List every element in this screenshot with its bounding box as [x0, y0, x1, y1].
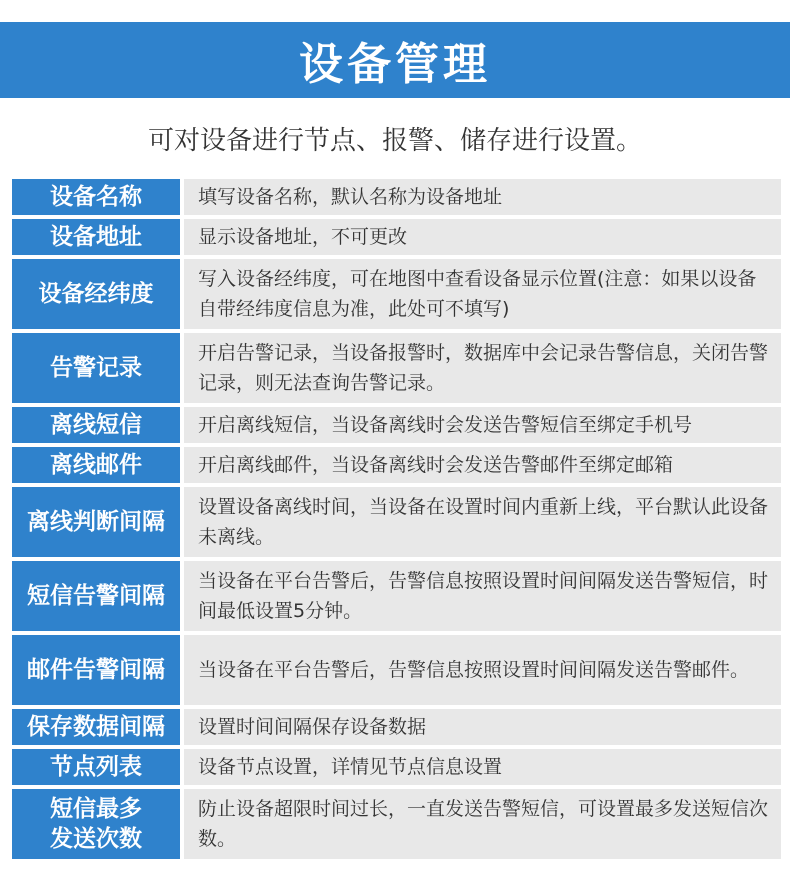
row-description: 设置设备离线时间，当设备在设置时间内重新上线，平台默认此设备未离线。	[184, 487, 781, 557]
row-label: 设备经纬度	[12, 259, 180, 329]
row-description: 当设备在平台告警后，告警信息按照设置时间间隔发送告警邮件。	[184, 635, 781, 705]
row-description: 显示设备地址，不可更改	[184, 219, 781, 255]
page-title: 设备管理	[299, 39, 491, 90]
row-label: 邮件告警间隔	[12, 635, 180, 705]
row-description: 设置时间间隔保存设备数据	[184, 709, 781, 745]
header-banner	[0, 22, 790, 98]
row-description: 设备节点设置，详情见节点信息设置	[184, 749, 781, 785]
row-label	[12, 789, 180, 859]
table-row	[12, 789, 781, 859]
row-label-line: 发送次数	[50, 826, 142, 852]
table-row	[12, 561, 781, 631]
table-row	[12, 259, 781, 329]
table-row	[12, 219, 781, 255]
row-label: 设备地址	[12, 219, 180, 255]
table-row	[12, 709, 781, 745]
row-label: 离线判断间隔	[12, 487, 180, 557]
settings-table	[12, 179, 781, 863]
table-row	[12, 447, 781, 483]
table-row	[12, 749, 781, 785]
row-description: 当设备在平台告警后，告警信息按照设置时间间隔发送告警短信，时间最低设置5分钟。	[184, 561, 781, 631]
table-row	[12, 179, 781, 215]
table-row	[12, 333, 781, 403]
row-description: 防止设备超限时间过长，一直发送告警短信，可设置最多发送短信次数。	[184, 789, 781, 859]
row-description: 开启离线短信，当设备离线时会发送告警短信至绑定手机号	[184, 407, 781, 443]
row-label: 节点列表	[12, 749, 180, 785]
table-row	[12, 407, 781, 443]
row-label: 保存数据间隔	[12, 709, 180, 745]
row-label: 告警记录	[12, 333, 180, 403]
table-row	[12, 635, 781, 705]
row-description: 写入设备经纬度，可在地图中查看设备显示位置(注意：如果以设备自带经纬度信息为准，此处可不填写)	[184, 259, 781, 329]
row-label: 短信告警间隔	[12, 561, 180, 631]
page-subtitle: 可对设备进行节点、报警、储存进行设置。	[147, 126, 642, 156]
row-description: 开启告警记录，当设备报警时，数据库中会记录告警信息，关闭告警记录，则无法查询告警记录。	[184, 333, 781, 403]
row-description: 开启离线邮件，当设备离线时会发送告警邮件至绑定邮箱	[184, 447, 781, 483]
row-description: 填写设备名称，默认名称为设备地址	[184, 179, 781, 215]
table-row	[12, 487, 781, 557]
row-label: 离线邮件	[12, 447, 180, 483]
row-label-line: 短信最多	[50, 796, 142, 822]
row-label: 离线短信	[12, 407, 180, 443]
row-label: 设备名称	[12, 179, 180, 215]
